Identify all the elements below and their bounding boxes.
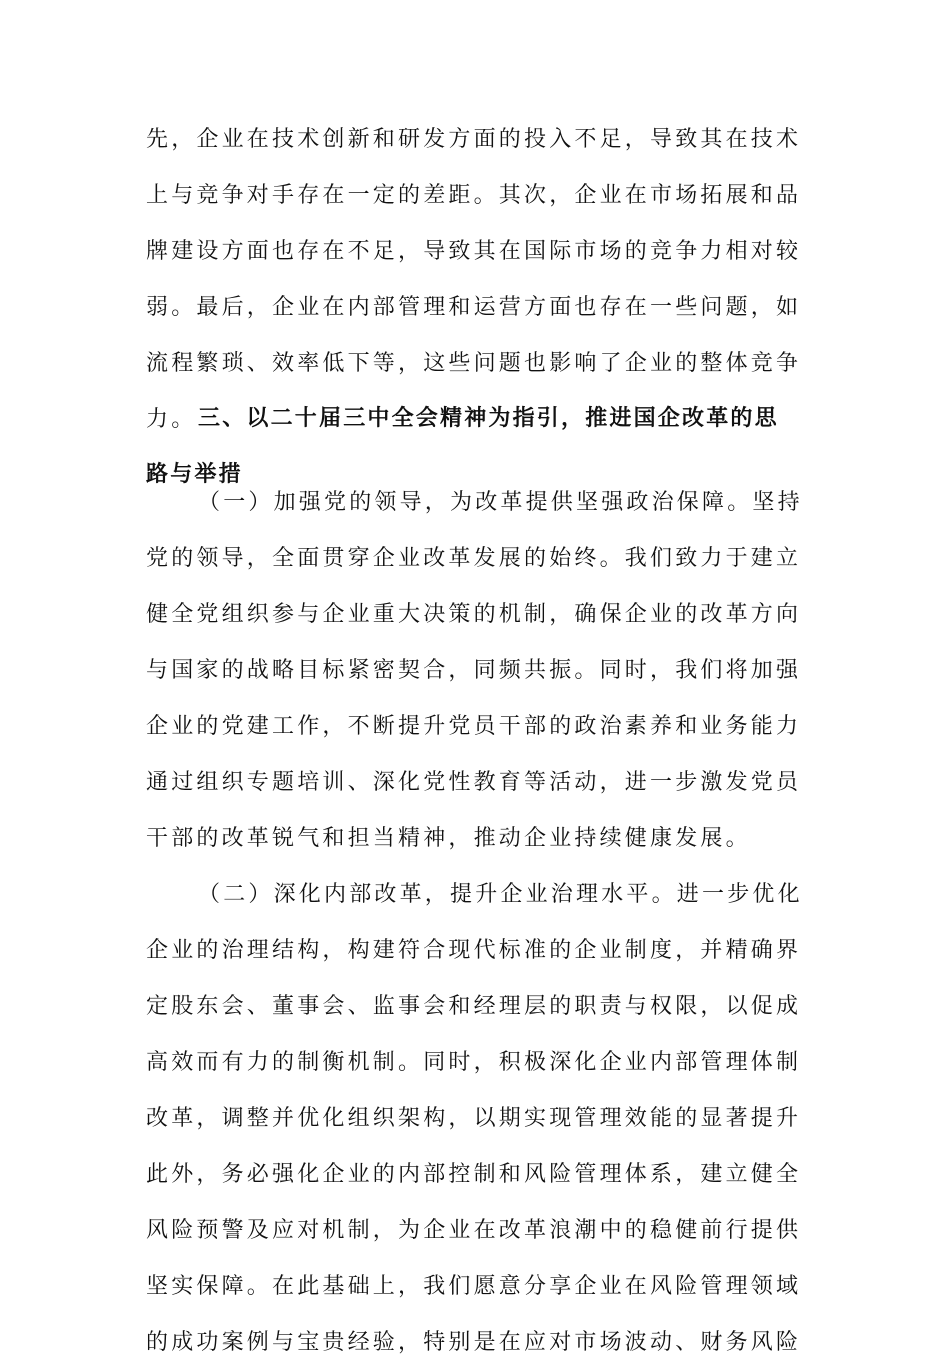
text-line: 通过组织专题培训、深化党性教育等活动，进一步激发党员 <box>146 770 802 795</box>
text-line: 弱。最后，企业在内部管理和运营方面也存在一些问题，如 <box>146 295 802 320</box>
text-line: 健全党组织参与企业重大决策的机制，确保企业的改革方向 <box>146 602 802 627</box>
text-line: 坚实保障。在此基础上，我们愿意分享企业在风险管理领域 <box>146 1274 802 1299</box>
paragraph-party-leadership <box>146 475 816 867</box>
text-line: 高效而有力的制衡机制。同时，积极深化企业内部管理体制 <box>146 1050 802 1075</box>
text-line: 党的领导，全面贯穿企业改革发展的始终。我们致力于建立 <box>146 546 802 571</box>
paragraph-internal-reform <box>146 867 816 1371</box>
text-line: （二）深化内部改革，提升企业治理水平。进一步优化 <box>198 882 803 907</box>
heading-line: 路与举措 <box>146 462 243 487</box>
text-line: 企业的党建工作，不断提升党员干部的政治素养和业务能力 <box>146 714 802 739</box>
text-line: 干部的改革锐气和担当精神，推动企业持续健康发展。 <box>146 826 751 851</box>
text-line: 定股东会、董事会、监事会和经理层的职责与权限，以促成 <box>146 994 802 1019</box>
text-line: 牌建设方面也存在不足，导致其在国际市场的竞争力相对较 <box>146 239 802 264</box>
text-line: 此外，务必强化企业的内部控制和风险管理体系，建立健全 <box>146 1162 802 1187</box>
text-line: 风险预警及应对机制，为企业在改革浪潮中的稳健前行提供 <box>146 1218 802 1243</box>
text-line: 上与竞争对手存在一定的差距。其次，企业在市场拓展和品 <box>146 183 802 208</box>
text-line: 与国家的战略目标紧密契合，同频共振。同时，我们将加强 <box>146 658 802 683</box>
text-line: 力。 <box>146 407 197 432</box>
text-line: 的成功案例与宝贵经验，特别是在应对市场波动、财务风险 <box>146 1330 802 1355</box>
text-line: 流程繁琐、效率低下等，这些问题也影响了企业的整体竞争 <box>146 351 802 376</box>
text-line: （一）加强党的领导，为改革提供坚强政治保障。坚持 <box>198 490 803 515</box>
text-line: 先，企业在技术创新和研发方面的投入不足，导致其在技术 <box>146 127 802 152</box>
text-line: 改革，调整并优化组织架构，以期实现管理效能的显著提升 <box>146 1106 802 1131</box>
text-line: 企业的治理结构，构建符合现代标准的企业制度，并精确界 <box>146 938 802 963</box>
heading-line: 三、以二十届三中全会精神为指引，推进国企改革的思 <box>198 406 779 431</box>
